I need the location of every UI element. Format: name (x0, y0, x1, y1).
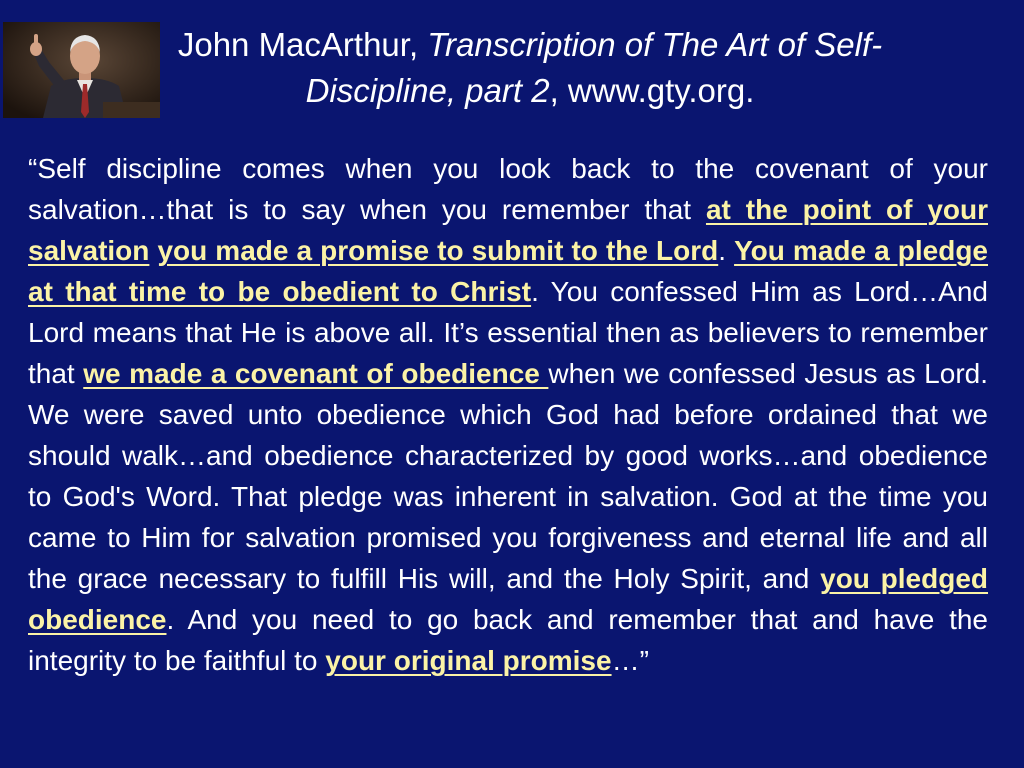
title-site: , www.gty.org. (549, 72, 755, 109)
quote-text: …” (611, 645, 649, 676)
quote-paragraph (28, 148, 988, 681)
quote-highlight: at the point of your salvation (28, 194, 988, 266)
quote-text: . And you need to go back and remember that and have the integrity to be faithful to (28, 604, 988, 676)
quote-highlight: we made a covenant of obedience (83, 358, 549, 389)
quote-text: when we confessed Jesus as Lord. We were saved unto obedience which God had before ordained that we should walk…and obedience characterized by good works…and obedience to God's Word. That pledge was inherent in salvation. God at the time you came to Him for salvation promised you forgiveness and eternal life and all the grace necessary to fulfill His will, and the Holy Spirit, and (28, 358, 988, 594)
slide-title (170, 22, 890, 114)
quote-text: . (718, 235, 735, 266)
speaker-photo (3, 22, 160, 118)
quote-highlight: your original promise (325, 645, 612, 676)
quote-highlight: you pledged obedience (28, 563, 989, 635)
quote-highlight: you made a promise to submit to the Lord (157, 235, 719, 266)
quote-text: “Self discipline comes when you look back to the covenant of your salvation…that is to say when you remember that (28, 153, 988, 225)
quote-highlight: You made a pledge at that time to be obedient to Christ (28, 235, 989, 307)
speaker-photo-graphic (3, 22, 160, 118)
title-author: John MacArthur, (177, 26, 428, 63)
title-work: Transcription of The Art of Self-Discipline, part 2 (305, 26, 883, 109)
quote-text: . You confessed Him as Lord…And Lord means that He is above all. It’s essential then as believers to remember that (28, 276, 989, 389)
